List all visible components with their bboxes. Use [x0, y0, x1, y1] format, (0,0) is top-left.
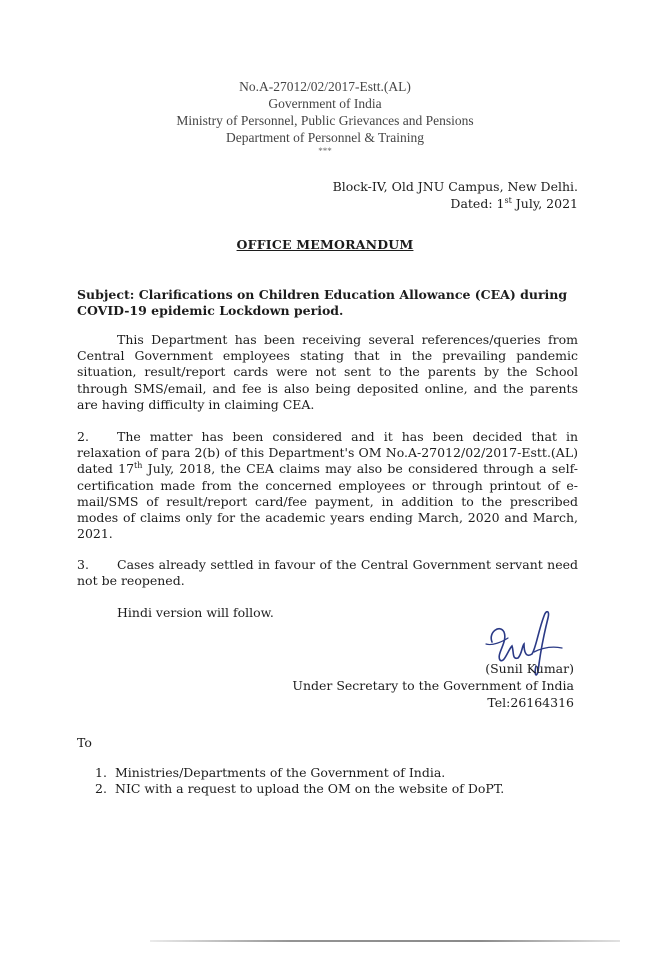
- letterhead: [0, 78, 650, 156]
- date-prefix: Dated: 1: [450, 196, 505, 211]
- government-name: Government of India: [268, 96, 382, 111]
- date-ordinal: st: [504, 195, 512, 205]
- paragraph-3-text: Cases already settled in favour of the Central Government servant need not be reopened.: [77, 557, 578, 589]
- department-name: Department of Personnel & Training: [226, 130, 424, 145]
- date-line: [333, 195, 578, 212]
- subject-text: Clarifications on Children Education Allowance (CEA) during COVID-19 epidemic Lockdown period.: [77, 287, 568, 318]
- to-label: To: [77, 735, 92, 750]
- hindi-version-note: Hindi version will follow.: [117, 605, 274, 620]
- file-number: No.A-27012/02/2017-Estt.(AL): [239, 79, 411, 94]
- paragraph-2-number: 2.: [77, 429, 89, 444]
- list-item: [95, 781, 504, 797]
- recipient-text: Ministries/Departments of the Government of India.: [115, 765, 446, 780]
- paragraph-2-text-end: July, 2018, the CEA claims may also be considered through a self-certification made from the concerned employees or through printout of e-mail/SMS of result/report card/fee payment, in addition to the prescribed modes of claims only for the academic years ending March, 2020 and March, 2021.: [77, 461, 578, 542]
- office-address: Block-IV, Old JNU Campus, New Delhi.: [332, 179, 578, 194]
- memo-title: OFFICE MEMORANDUM: [236, 237, 414, 252]
- recipient-number: 1.: [95, 765, 107, 780]
- subject-label: Subject:: [77, 287, 135, 302]
- paragraph-2: [77, 429, 578, 542]
- list-item: [95, 765, 504, 781]
- signatory-name: (Sunil Kumar): [485, 661, 574, 676]
- ministry-name: Ministry of Personnel, Public Grievances and Pensions: [176, 113, 474, 128]
- recipient-number: 2.: [95, 781, 107, 796]
- paragraph-3: [77, 557, 578, 589]
- subject-line: [77, 287, 577, 319]
- address-block: [333, 178, 578, 212]
- header-stars: ***: [318, 146, 332, 156]
- footer-divider: [150, 940, 620, 942]
- signatory-telephone: Tel:26164316: [487, 695, 574, 710]
- paragraph-2-text-start: The matter has been considered and it has been decided that in relaxation of para 2(b) of this Department's OM No.A-27012/02/2017-Estt.(AL) dated 17: [77, 429, 578, 477]
- recipient-list: [95, 765, 504, 797]
- signatory-designation: Under Secretary to the Government of India: [292, 678, 574, 693]
- recipient-text: NIC with a request to upload the OM on the website of DoPT.: [115, 781, 505, 796]
- signature-block: [292, 660, 574, 711]
- paragraph-1: This Department has been receiving several references/queries from Central Government employees stating that in the prevailing pandemic situation, result/report cards were not sent to the parents by the School through SMS/email, and fee is also being deposited online, and the parents are having difficulty in claiming CEA.: [77, 332, 578, 412]
- paragraph-2-ordinal: th: [134, 461, 143, 471]
- paragraph-3-number: 3.: [77, 557, 89, 572]
- date-suffix: July, 2021: [511, 196, 578, 211]
